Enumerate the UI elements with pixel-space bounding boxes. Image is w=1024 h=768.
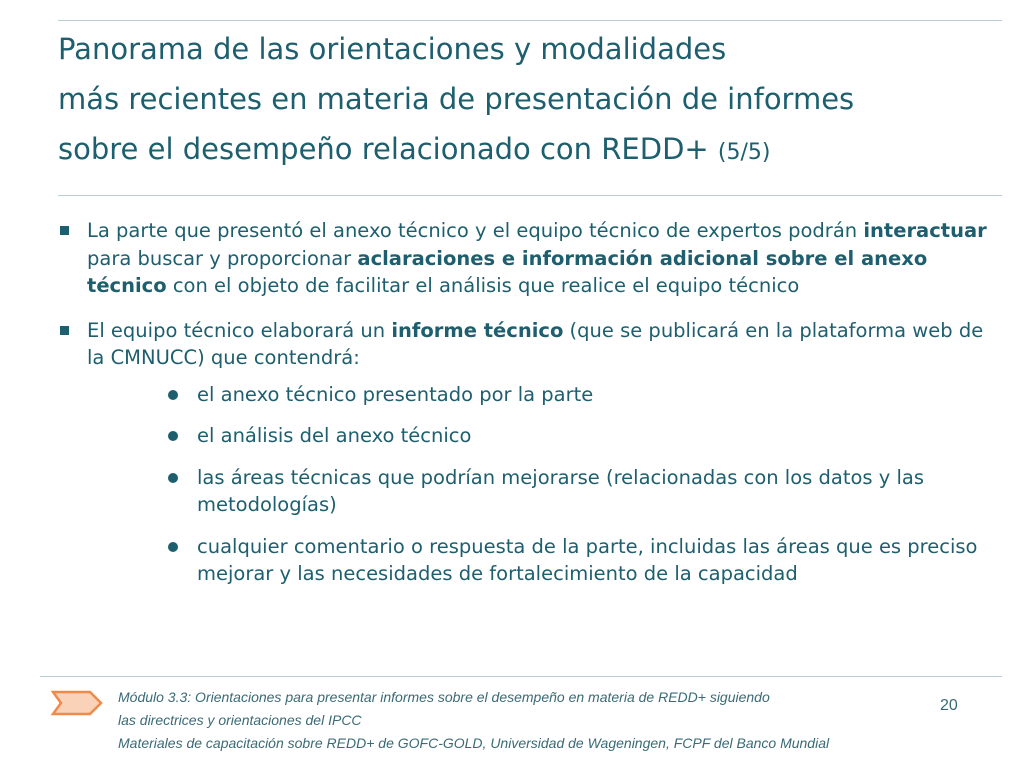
footer-line: las directrices y orientaciones del IPCC bbox=[118, 712, 362, 728]
bullet-text-run: El equipo técnico elaborará un bbox=[87, 318, 392, 342]
title-line: más recientes en materia de presentación de informes bbox=[58, 82, 855, 116]
bullet-text bbox=[87, 319, 983, 370]
sub-bullet-text: las áreas técnicas que podrían mejorarse (relacionadas con los datos y las metodologías) bbox=[197, 465, 925, 516]
page-number: 20 bbox=[940, 697, 958, 714]
bullet-text-bold: aclaraciones e información adicional sobre el anexo técnico bbox=[87, 246, 928, 297]
bullet-text-run: (que se publicará en la plataforma web de la CMNUCC) que contendrá: bbox=[87, 318, 984, 369]
slide-title bbox=[58, 24, 1008, 178]
chevron-arrow-icon bbox=[50, 689, 104, 717]
round-bullet-icon bbox=[168, 431, 178, 441]
bullet-text-run: con el objeto de facilitar el análisis que realice el equipo técnico bbox=[166, 274, 800, 297]
title-divider bbox=[58, 195, 1002, 196]
round-bullet-icon bbox=[168, 542, 178, 552]
sub-bullet-item bbox=[87, 464, 998, 519]
sub-bullet-item bbox=[87, 533, 998, 588]
title-line: Panorama de las orientaciones y modalidades bbox=[58, 32, 727, 66]
footer-line: Materiales de capacitación sobre REDD+ de GOFC-GOLD, Universidad de Wageningen, FCPF del Banco Mundial bbox=[118, 735, 830, 751]
square-bullet-icon bbox=[60, 326, 69, 335]
top-divider bbox=[58, 20, 1002, 21]
bullet-text-run: para buscar y proporcionar bbox=[87, 246, 358, 270]
slide-body bbox=[58, 217, 998, 588]
title-line bbox=[58, 124, 1008, 178]
round-bullet-icon bbox=[168, 473, 178, 483]
title-page-indicator: (5/5) bbox=[717, 140, 771, 165]
sub-bullet-text: el análisis del anexo técnico bbox=[197, 424, 472, 447]
bullet-item bbox=[58, 317, 998, 588]
bullet-text-run: La parte que presentó el anexo técnico y el equipo técnico de expertos podrán bbox=[87, 219, 864, 242]
bullet-item bbox=[58, 217, 998, 300]
square-bullet-icon bbox=[60, 226, 69, 235]
bullet-text-bold: informe técnico bbox=[391, 318, 564, 342]
bullet-text bbox=[87, 219, 987, 297]
title-text: sobre el desempeño relacionado con REDD+ bbox=[58, 132, 709, 166]
sub-bullet-item bbox=[87, 381, 998, 409]
sub-bullet-list bbox=[87, 381, 998, 588]
sub-bullet-text: cualquier comentario o respuesta de la parte, incluidas las áreas que es preciso mejorar y las necesidades de fortalecimiento de la capacidad bbox=[197, 534, 978, 585]
sub-bullet-item bbox=[87, 422, 998, 450]
footer-divider bbox=[40, 676, 1002, 677]
footer-citation bbox=[118, 686, 948, 755]
bullet-text-bold: interactuar bbox=[863, 219, 987, 242]
footer-line: Módulo 3.3: Orientaciones para presentar informes sobre el desempeño en materia de REDD+ siguiendo bbox=[118, 689, 770, 705]
round-bullet-icon bbox=[168, 390, 178, 400]
sub-bullet-text: el anexo técnico presentado por la parte bbox=[197, 382, 594, 406]
